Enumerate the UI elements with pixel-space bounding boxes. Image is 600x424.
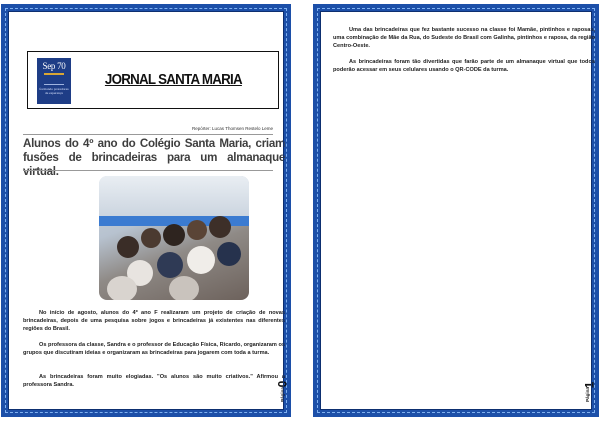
article-paragraph: [23, 373, 285, 389]
paragraph-text: No início de agosto, alunos do 4º ano F realizaram um projeto de criação de novas brincadeiras, depois de uma pesquisa sobre jogos e brincadeiras já existentes nas diferentes regiões do Brasil.: [23, 310, 285, 332]
divider-bottom: [23, 170, 273, 171]
newspaper-page-right: [313, 4, 599, 417]
photo-child: [187, 220, 207, 240]
paragraph-text: As brincadeiras foram muito elogiadas. "Os alunos são muito criativos." Afirmou a professora Sandra.: [23, 374, 285, 388]
paragraph-text: As brincadeiras foram tão divertidas que farão parte de um almanaque virtual que todos poderão acessar em seus celulares usando o QR-CODE da turma.: [333, 59, 595, 73]
headline: Alunos do 4º ano do Colégio Santa Maria, criam fusões de brincadeiras para um almanaque virtual.: [23, 137, 285, 178]
journal-title: JORNAL SANTA MARIA: [104, 72, 242, 88]
newspaper-page-left: [1, 4, 291, 417]
page-number: 1: [582, 381, 597, 389]
photo-child: [157, 252, 183, 278]
photo-child: [117, 236, 139, 258]
photo-child: [107, 276, 137, 300]
photo-child: [163, 224, 185, 246]
photo-child: [169, 276, 199, 300]
article-paragraph: [333, 26, 595, 50]
photo-child: [187, 246, 215, 274]
paragraph-text: Uma das brincadeiras que fez bastante sucesso na classe foi Mamãe, pintinhos e raposas, uma combinação de Mãe da Rua, do Sudeste do Brasil com Galinha, pintinhos e raposa, da região Centro-Oeste.: [333, 27, 595, 49]
school-logo: [37, 58, 71, 104]
photo-child: [217, 242, 241, 266]
article-paragraph: [23, 309, 285, 333]
article-paragraph: [23, 341, 285, 357]
logo-tagline: formando protadores de esperança: [39, 87, 69, 95]
class-photo: [99, 176, 249, 300]
masthead-box: [27, 51, 279, 109]
page-label: Página: [279, 387, 285, 402]
page-label: Página: [584, 387, 590, 402]
article-paragraph: [333, 58, 595, 74]
logo-mark-icon: [44, 73, 64, 85]
divider-top: [23, 134, 273, 135]
logo-title: Sep 70: [42, 61, 66, 71]
photo-child: [141, 228, 161, 248]
page-number: 0: [275, 380, 290, 388]
paragraph-text: Os professora da classe, Sandra e o professor de Educação Física, Ricardo, organizaram os grupos que discutiram ideias e organizaram as brincadeiras para jogarem com toda a turma.: [23, 342, 285, 356]
reporter-byline: Repórter: Lucas Thomsen Restelo Leme: [192, 126, 273, 131]
photo-child: [209, 216, 231, 238]
